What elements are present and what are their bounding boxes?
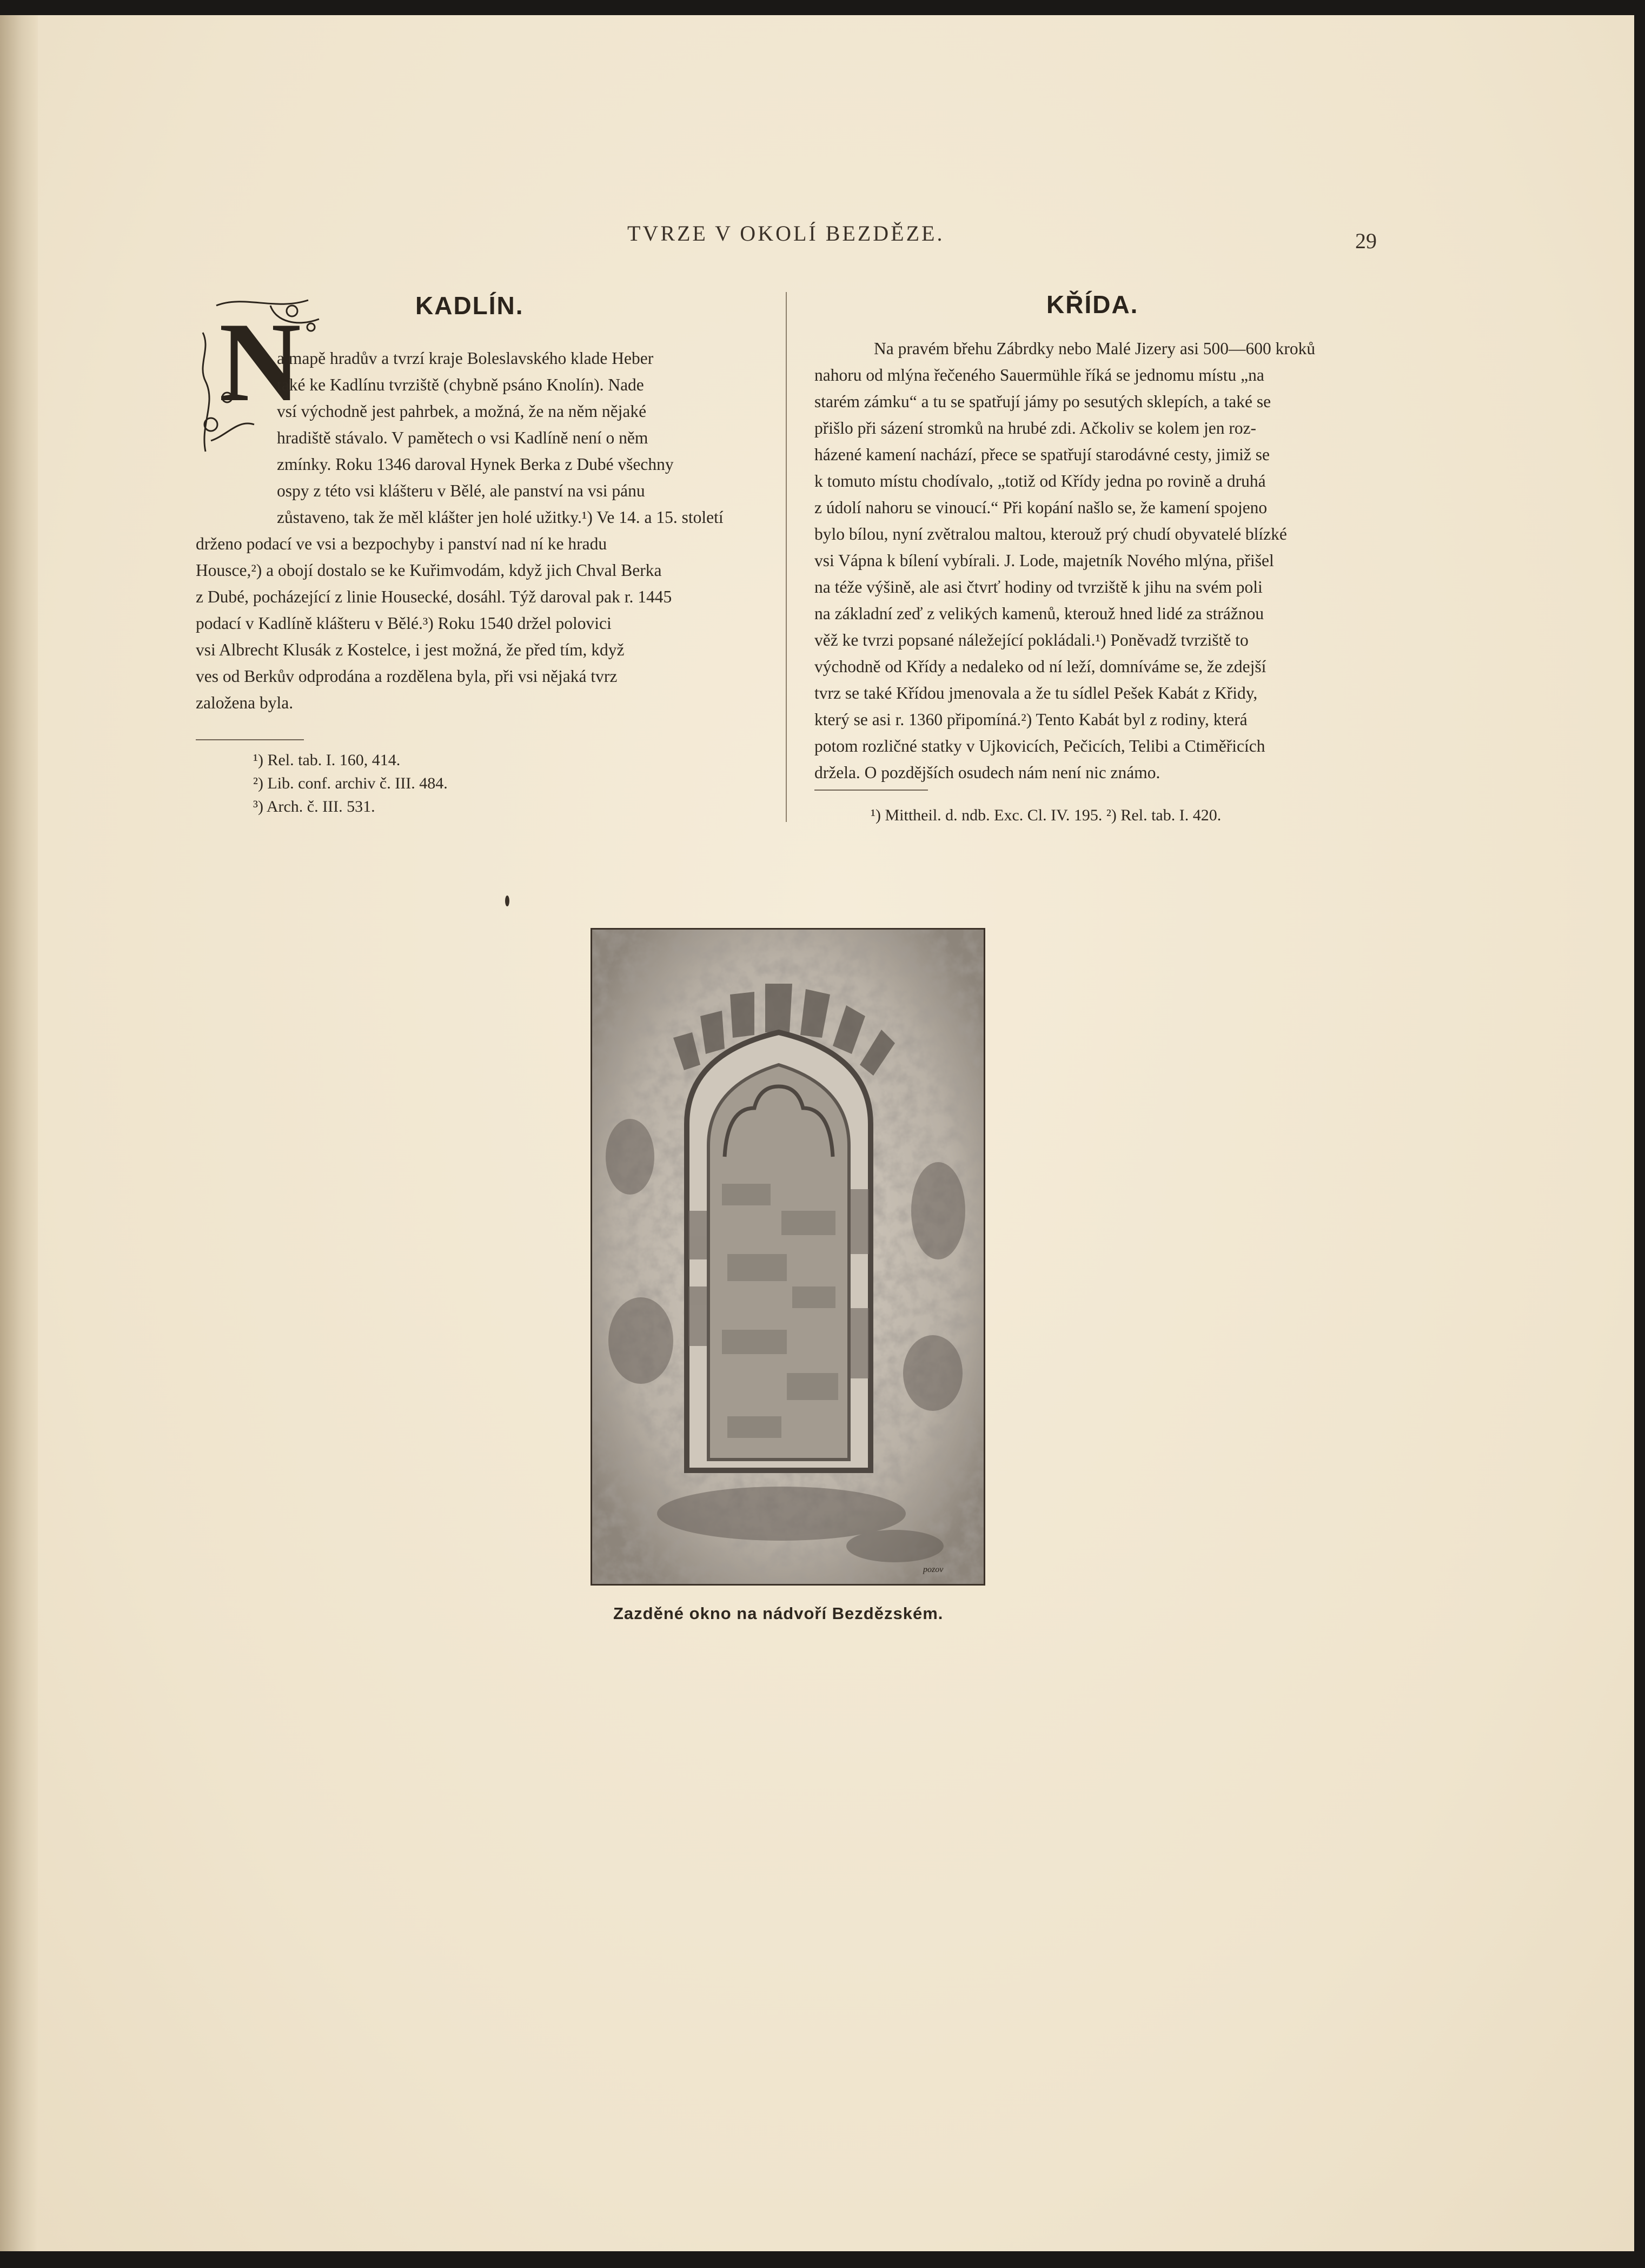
footnote-rule xyxy=(196,739,304,740)
text-line: Na pravém břehu Zábrdky nebo Malé Jizery asi 500—600 kroků xyxy=(874,339,1316,358)
text-line: vsí východně jest pahrbek, a možná, že na něm nějaké xyxy=(277,402,647,421)
footnote: ²) Lib. conf. archiv č. III. 484. xyxy=(253,774,448,792)
text-line: nahoru od mlýna řečeného Sauermühle říká se jednomu místu „na xyxy=(814,366,1264,384)
footnote: ¹) Rel. tab. I. 160, 414. xyxy=(253,751,401,769)
figure-caption: Zazděné okno na nádvoří Bezdězském. xyxy=(613,1604,944,1623)
kadlin-paragraph xyxy=(196,345,764,716)
text-line: házené kamení nachází, přece se spatřují starodávné cesty, jimiž se xyxy=(814,445,1270,464)
text-line: který se asi r. 1360 připomíná.²) Tento Kabát byl z rodiny, která xyxy=(814,710,1248,729)
text-line: hradiště stávalo. V pamětech o vsi Kadlíně není o něm xyxy=(277,428,648,447)
artist-signature: pozov xyxy=(923,1565,944,1574)
text-line: z Dubé, pocházející z linie Housecké, dosáhl. Týž daroval pak r. 1445 xyxy=(196,587,672,606)
text-line: zůstaveno, tak že měl klášter jen holé užitky.¹) Ve 14. a 15. století xyxy=(277,508,724,527)
text-line: k tomuto místu chodívalo, „totiž od Křídy jedna po rovině a druhá xyxy=(814,472,1266,490)
footnote: ¹) Mittheil. d. ndb. Exc. Cl. IV. 195. ²) Rel. tab. I. 420. xyxy=(871,806,1222,824)
footnote: ³) Arch. č. III. 531. xyxy=(253,798,375,815)
column-divider xyxy=(786,292,787,822)
page-number: 29 xyxy=(1355,229,1377,253)
book-binding-shadow xyxy=(0,15,38,2251)
figure-plate xyxy=(591,928,985,1586)
text-line: východně od Křídy a nedaleko od ní leží, domníváme se, že zdejší xyxy=(814,657,1266,676)
text-line: potom rozličné statky v Ujkovicích, Pečicích, Telibi a Ctiměřicích xyxy=(814,737,1265,755)
text-line: vsi Albrecht Klusák z Kostelce, i jest možná, že před tím, když xyxy=(196,640,625,659)
text-line: držela. O pozdějších osudech nám není nic známo. xyxy=(814,763,1160,782)
text-line: ves od Berkův odprodána a rozdělena byla, při vsi nějaká tvrz xyxy=(196,667,618,686)
walled-window-illustration xyxy=(592,930,984,1584)
text-line: drženo podací ve vsi a bezpochyby i panství nad ní ke hradu xyxy=(196,534,607,553)
text-line: Housce,²) a obojí dostalo se ke Kuřimvodám, když jich Chval Berka xyxy=(196,561,662,580)
running-head: TVRZE V OKOLÍ BEZDĚZE. xyxy=(627,221,945,246)
text-line: z údolí nahoru se vinoucí.“ Při kopání našlo se, že kamení spojeno xyxy=(814,498,1268,517)
text-line: na téže výšině, ale asi čtvrť hodiny od tvrziště k jihu na svém poli xyxy=(814,578,1263,596)
heading-krida: KŘÍDA. xyxy=(1046,290,1139,319)
text-line: a mapě hradův a tvrzí kraje Boleslavského klade Heber xyxy=(277,349,654,368)
svg-text:N: N xyxy=(219,300,301,425)
text-line: na základní zeď z velikých kamenů, kterouž hned lidé za strážnou xyxy=(814,604,1264,623)
text-line: založena byla. xyxy=(196,693,294,712)
text-line: tvrz se také Křídou jmenovala a že tu sídlel Pešek Kabát z Křidy, xyxy=(814,684,1258,702)
text-line: přišlo při sázení stromků na hrubé zdi. Ačkoliv se kolem jen roz- xyxy=(814,419,1257,437)
heading-kadlin: KADLÍN. xyxy=(415,291,524,320)
ink-speck xyxy=(505,896,509,906)
krida-paragraph xyxy=(814,335,1382,786)
footnote-rule xyxy=(814,790,928,791)
text-line: věž ke tvrzi popsané náležející pokládali.¹) Poněvadž tvrziště to xyxy=(814,631,1249,649)
text-line: ospy z této vsi klášteru v Bělé, ale panství na vsi pánu xyxy=(277,481,645,500)
text-line: bylo bílou, nyní zvětralou maltou, kterouž prý chudí obyvatelé blízké xyxy=(814,525,1287,543)
text-line: také ke Kadlínu tvrziště (chybně psáno Knolín). Nade xyxy=(277,375,644,394)
scan-edge xyxy=(1634,0,1645,2268)
text-line: podací v Kadlíně klášteru v Bělé.³) Roku 1540 držel polovici xyxy=(196,614,612,633)
text-line: vsi Vápna k bílení vybírali. J. Lode, majetník Nového mlýna, přišel xyxy=(814,551,1274,570)
text-line: zmínky. Roku 1346 daroval Hynek Berka z Dubé všechny xyxy=(277,455,674,474)
text-line: starém zámku“ a tu se spatřují jámy po sesutých sklepích, a také se xyxy=(814,392,1271,411)
